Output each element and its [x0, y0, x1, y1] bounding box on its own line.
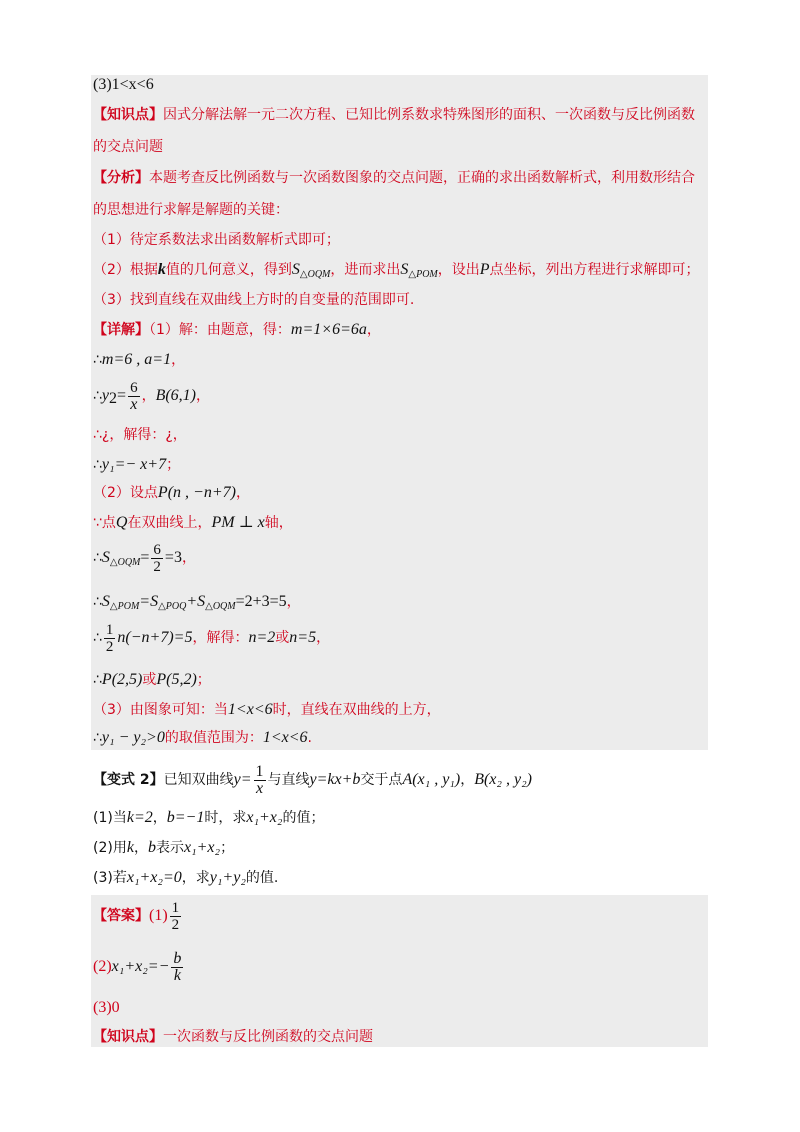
variant-2-part-2: (2)用k，b表示x₁+x₂；	[93, 839, 235, 856]
detail-step-10: ∴ $\frac{1}{2}$ n(−n+7)=5，解得：n=2或n=5，	[93, 621, 331, 655]
variant-2-part-3: (3)若x₁+x₂=0，求y₁+y₂的值.	[93, 869, 279, 886]
variant-2-question: 【变式 2】已知双曲线y= $\frac{1}{x}$ 与直线y=kx+b交于点A(x₁ , y₁)，B(x₂ , y₂)	[93, 762, 532, 797]
knowledge-point: 【知识点】因式分解法解一元二次方程、已知比例系数求特殊图形的面积、一次函数与反比例函数	[93, 107, 695, 123]
detail-step-8: $\therefore S_{\triangle OQM}=$ $\frac{6}{2}$ =3，	[93, 541, 196, 575]
answer-part-3: (3)1<x<6	[93, 76, 154, 93]
detail-step-11: ∴P(2,5)或P(5,2)；	[93, 671, 211, 688]
answer-3: (3)0	[93, 999, 120, 1016]
detail-step-13: ∴y₁ − y₂>0的取值范围为：1<x<6.	[93, 729, 312, 746]
analysis: 【分析】本题考查反比例函数与一次函数图象的交点问题，正确的求出函数解析式，利用数形结合	[93, 170, 695, 186]
knowledge-point-cont: 的交点问题	[93, 139, 163, 155]
detail-step-9: $\therefore S_{\triangle POM}=S_{\triangle POQ}+S_{\triangle OQM}=2+3=5$，	[93, 593, 301, 612]
detail-step-12: （3）由图象可知：当1<x<6时，直线在双曲线的上方，	[93, 701, 441, 718]
answer-2: (2)x₁+x₂=− $\frac{b}{k}$	[93, 949, 182, 984]
detail-step-2: ∴m=6 , a=1，	[93, 351, 186, 368]
detail-step-3: $\therefore y_2=$ $\frac{6}{x}$ ，B(6,1)，	[93, 379, 210, 413]
analysis-step-2: （2）根据k值的几何意义，得到$S_{\triangle OQM}$，进而求出$S_{\triangle POM}$，设出P点坐标，列出方程进行求解即可；	[93, 261, 700, 280]
detail-step-1: 【详解】（1）解：由题意，得：m=1×6=6a，	[93, 321, 381, 338]
analysis-step-3: （3）找到直线在双曲线上方时的自变量的范围即可.	[93, 292, 415, 308]
variant-2-part-1: (1)当k=2，b=−1时，求x₁+x₂的值；	[93, 809, 325, 826]
detail-step-5: ∴y₁=− x+7；	[93, 456, 181, 473]
detail-step-4: ∴¿，解得：¿，	[93, 427, 187, 443]
detail-step-7: ∵点Q在双曲线上，PM ⊥ x轴，	[93, 514, 293, 531]
analysis-step-1: （1）待定系数法求出函数解析式即可；	[93, 232, 340, 248]
analysis-cont: 的思想进行求解是解题的关键：	[93, 202, 289, 218]
detail-step-6: （2）设点P(n , −n+7)，	[93, 484, 250, 501]
knowledge-point-2: 【知识点】一次函数与反比例函数的交点问题	[93, 1029, 373, 1045]
answer-1: 【答案】(1) $\frac{1}{2}$	[93, 899, 180, 933]
